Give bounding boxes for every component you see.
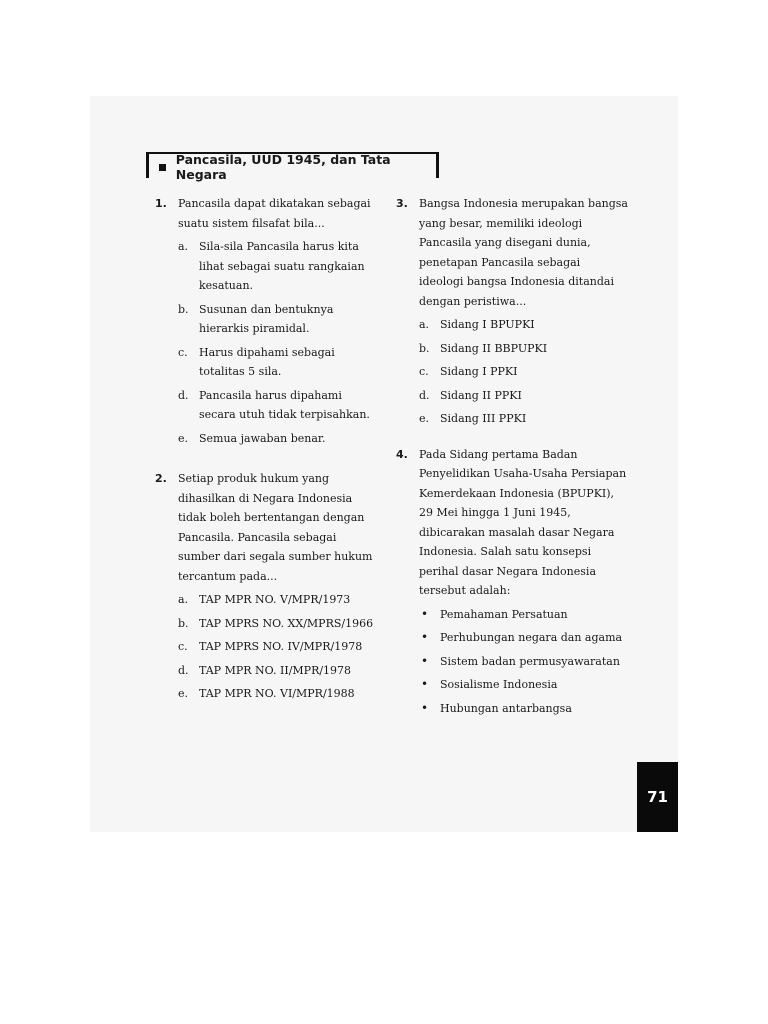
bullet-item — [419, 628, 628, 648]
option-letter: e. — [178, 687, 189, 700]
option-text: Sidang II PPKI — [440, 388, 522, 402]
question-2 — [155, 469, 377, 704]
option-item — [419, 339, 628, 359]
option-item — [178, 661, 377, 681]
question-text: Setiap produk hukum yang dihasilkan di Negara Indonesia tidak boleh bertentangan dengan Pancasila. Pancasila sebagai sumber dari segala sumber hukum tercantum pada... — [178, 472, 373, 583]
option-letter: c. — [178, 345, 188, 359]
option-text: Harus dipahami sebagai totalitas 5 sila. — [199, 345, 335, 378]
square-bullet-icon — [159, 164, 166, 171]
option-text: Sidang III PPKI — [440, 412, 527, 425]
option-item — [178, 429, 377, 449]
option-item — [419, 409, 628, 429]
option-letter: e. — [178, 431, 189, 445]
question-3 — [396, 194, 628, 429]
option-letter: d. — [178, 663, 189, 677]
option-item — [178, 684, 377, 704]
option-item — [419, 362, 628, 382]
bullet-text: Perhubungan negara dan agama — [440, 631, 623, 644]
question-number: 3. — [396, 197, 408, 210]
right-column — [396, 194, 628, 722]
option-text: TAP MPRS NO. XX/MPRS/1966 — [199, 616, 374, 630]
option-letter: e. — [419, 412, 430, 425]
bullet-item — [419, 652, 628, 672]
page-number: 71 — [647, 788, 668, 806]
question-text: Bangsa Indonesia merupakan bangsa yang besar, memiliki ideologi Pancasila yang disegani dunia, penetapan Pancasila sebagai ideologi bangsa Indonesia ditandai dengan peristiwa... — [419, 197, 628, 308]
bullet-text: Hubungan antarbangsa — [440, 701, 572, 715]
bullet-item — [419, 699, 628, 719]
option-item — [178, 386, 377, 425]
option-item — [178, 343, 377, 382]
page-number-tab — [637, 762, 678, 832]
question-number: 2. — [155, 472, 167, 485]
option-text: Pancasila harus dipahami secara utuh tidak terpisahkan. — [199, 388, 370, 421]
option-item — [419, 386, 628, 406]
option-text: Sidang I PPKI — [440, 365, 518, 378]
bullet-dot-icon: • — [421, 677, 429, 691]
option-item — [419, 315, 628, 335]
bullet-dot-icon: • — [421, 606, 429, 621]
bullet-dot-icon: • — [421, 653, 429, 668]
option-letter: a. — [178, 240, 189, 253]
bullet-dot-icon: • — [421, 630, 429, 644]
question-text: Pancasila dapat dikatakan sebagai suatu sistem filsafat bila... — [178, 197, 371, 230]
option-text: Sidang I BPUPKI — [440, 318, 535, 331]
option-text: Sila-sila Pancasila harus kita lihat sebagai suatu rangkaian kesatuan. — [199, 240, 365, 292]
option-text: TAP MPR NO. VI/MPR/1988 — [199, 687, 355, 700]
option-text: Sidang II BBPUPKI — [440, 341, 548, 355]
bullet-text: Sistem badan permusyawaratan — [440, 654, 620, 668]
option-item — [178, 614, 377, 634]
section-title — [146, 152, 439, 182]
question-1 — [155, 194, 377, 448]
left-column — [155, 194, 377, 708]
option-text: TAP MPRS NO. IV/MPR/1978 — [199, 640, 363, 653]
option-letter: d. — [178, 388, 189, 402]
option-letter: c. — [178, 640, 188, 653]
option-letter: a. — [419, 318, 430, 331]
bullet-text: Pemahaman Persatuan — [440, 607, 568, 621]
option-list — [419, 315, 628, 429]
bullet-item — [419, 675, 628, 695]
option-letter: b. — [178, 302, 189, 316]
option-list — [178, 237, 377, 448]
option-item — [178, 300, 377, 339]
option-letter: a. — [178, 593, 189, 606]
question-4 — [396, 445, 628, 719]
option-letter: c. — [419, 365, 429, 378]
section-title-text: Pancasila, UUD 1945, dan Tata Negara — [175, 152, 391, 182]
option-text: TAP MPR NO. V/MPR/1973 — [199, 593, 351, 606]
bullet-dot-icon: • — [421, 700, 429, 715]
bullet-list — [419, 605, 628, 719]
option-item — [178, 637, 377, 657]
bullet-text: Sosialisme Indonesia — [440, 678, 558, 691]
option-letter: b. — [419, 341, 430, 355]
bullet-item — [419, 605, 628, 625]
option-list — [178, 590, 377, 704]
question-number: 1. — [155, 197, 167, 210]
option-text: TAP MPR NO. II/MPR/1978 — [199, 663, 352, 677]
option-text: Semua jawaban benar. — [199, 431, 326, 445]
option-item — [178, 237, 377, 296]
option-item — [178, 590, 377, 610]
question-text: Pada Sidang pertama Badan Penyelidikan Usaha-Usaha Persiapan Kemerdekaan Indonesia (BPUPKI), 29 Mei hingga 1 Juni 1945, dibicarakan masalah dasar Negara Indonesia. Salah satu konsepsi perihal dasar Negara Indonesia tersebut adalah: — [419, 447, 627, 597]
option-letter: b. — [178, 616, 189, 630]
question-number: 4. — [396, 447, 408, 461]
option-text: Susunan dan bentuknya hierarkis piramidal. — [199, 302, 334, 335]
option-letter: d. — [419, 388, 430, 402]
